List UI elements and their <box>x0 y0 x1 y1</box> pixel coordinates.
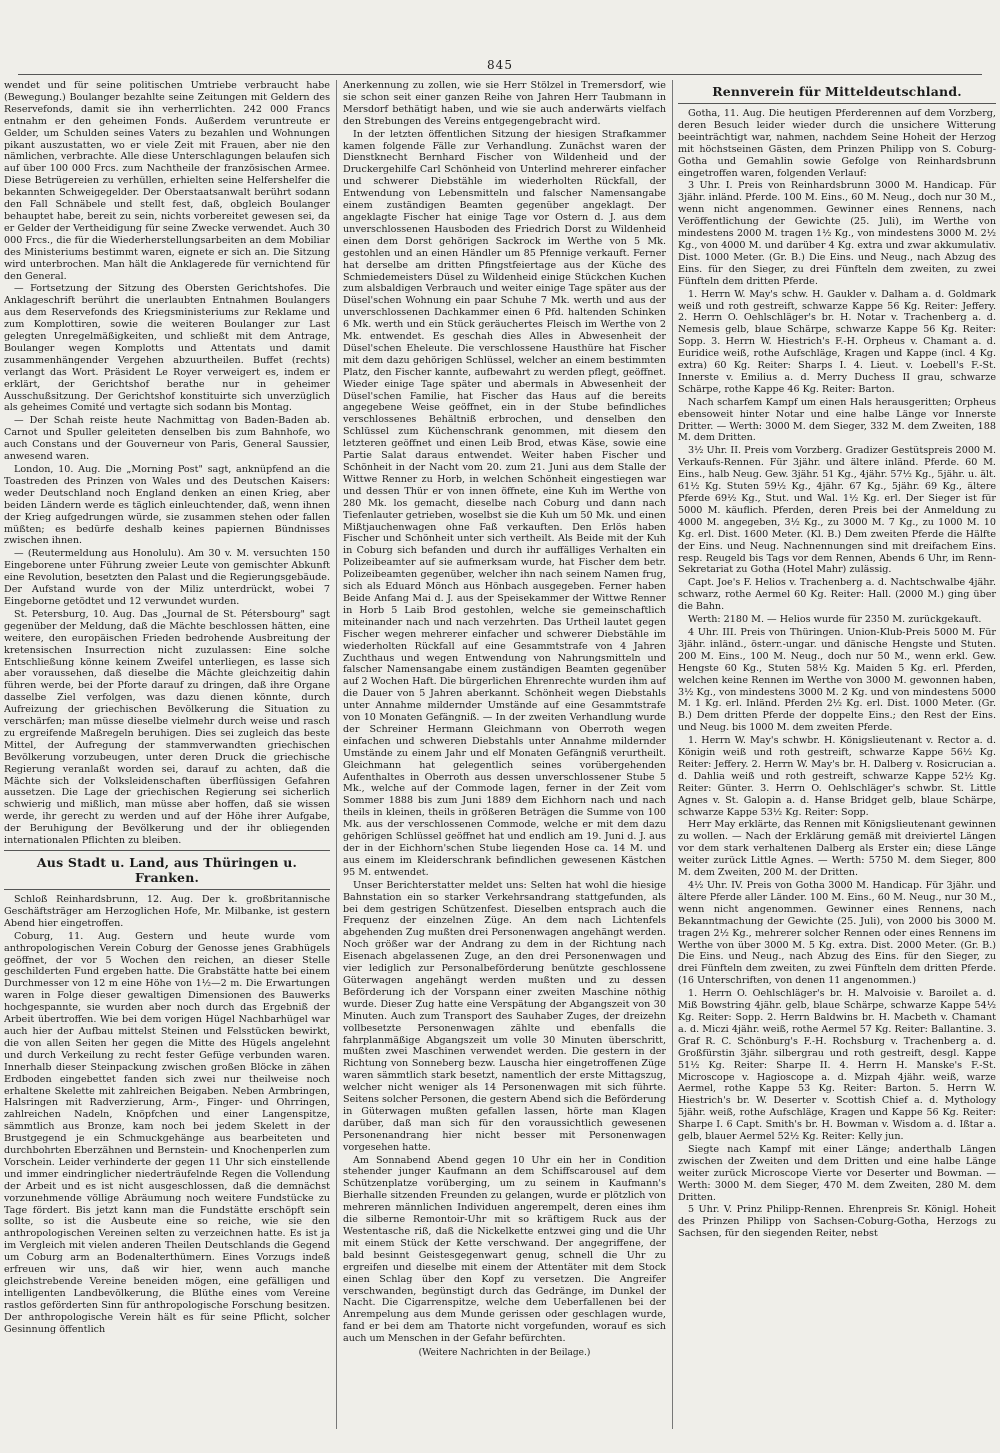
header-rule <box>18 74 982 75</box>
article-paragraph: Anerkennung zu zollen, wie sie Herr Stölzel in Tremersdorf, wie sie schon seit einer ganzen Reihe von Jahren Herr Taubmann in Mersdorf bethätigt haben, und wie sie auch anderwärts vielfach den Strebungen des Vereins entgegengebracht wird. <box>343 80 666 127</box>
race-description: 4½ Uhr. IV. Preis von Gotha 3000 M. Handicap. Für 3jähr. und ältere Pferde aller Länder. 100 M. Eins., 60 M. Neug., nur 30 M., wenn nicht angenommen. Gewinner eines Rennens, nach Bekanntmachung der Gewichte (25. Juli), von 2000 bis 3000 M. tragen 2½ Kg., mehrerer solcher Rennen oder eines Rennens im Werthe von über 3000 M. 5 Kg. extra. Dist. 2000 Meter. (Gr. B.) Die Eins. und Neug., nach Abzug des Eins. für den Sieger, zu drei Fünfteln dem zweiten, zu zwei Fünfteln dem dritten Pferde. (16 Unterschriften, von denen 11 angenommen.) <box>678 880 996 987</box>
article-paragraph: In der letzten öffentlichen Sitzung der hiesigen Strafkammer kamen folgende Fälle zur Verhandlung. Zunächst waren der Dienstknecht Bernhard Fischer von Wildenheid und der Druckergehilfe Carl Schönheid von Unterlind mehrerer einfacher und schwerer Diebstähle im wiederholten Rückfall, der Entwendung von Lebensmitteln und falscher Namensangabe einem zuständigen Beamten gegenüber angeklagt. Der angeklagte Fischer hat einige Tage vor Ostern d. J. aus dem unverschlossenen Hausboden des Friedrich Dorst zu Wildenheid einen dem Dorst gehörigen Sackrock im Werthe von 5 Mk. gestohlen und an einen Händler um 85 Pfennige verkauft. Ferner hat derselbe am dritten Pfingstfeiertage aus der Küche des Schmiedemeisters Düsel zu Wildenheid einige Stückchen Kuchen zum alsbaldigen Verbrauch und weiter einige Tage später aus der Düsel'schen Wohnung ein paar Schuhe 7 Mk. werth und aus der unverschlossenen Dachkammer einen 6 Pfd. haltenden Schinken 6 Mk. werth und ein Stück geräuchertes Fleisch im Werthe von 2 Mk. entwendet. Es geschah dies Alles in Abwesenheit der Düsel'schen Eheleute. Die verschlossene Hausthüre hat Fischer mit dem dazu gehörigen Schlüssel, welcher an einem bestimmten Platz, den Fischer kannte, aufbewahrt zu werden pflegt, geöffnet. Wieder einige Tage später und abermals in Abwesenheit der Düsel'schen Familie, hat Fischer das Haus auf die bereits angegebene Weise geöffnet, ein in der Stube befindliches verschlossenes Behältniß erbrochen, und denselben den Schlüssel zum Küchenschrank genommen, mit diesem den letzteren geöffnet und einen Leib Brod, etwas Käse, sowie eine Partie Salat daraus entwendet. Weiter haben Fischer und Schönheit in der Nacht vom 20. zum 21. Juni aus dem Stalle der Wittwe Renner zu Horb, in welchen Schönheit eingestiegen war und dessen Thür er von innen öffnete, eine Kuh im Werthe von 280 Mk. los gemacht, dieselbe nach Coburg und dann nach Tiefenlauter getrieben, woselbst sie die Kuh um 50 Mk. und einen Mißtjauchenwagen ohne Faß verkauften. Den Erlös haben Fischer und Schönheit unter sich vertheilt. Als Beide mit der Kuh in Coburg sich befanden und durch ihr auffälliges Verhalten ein Polizeibeamter auf sie aufmerksam wurde, hat Fischer dem betr. Polizeibeamten gegenüber, welcher ihn nach seinem Namen frug, sich als Eduard Mönch aus Hönbach ausgegeben. Ferner haben Beide Anfang Mai d. J. aus der Speisekammer der Wittwe Renner in Horb 5 Laib Brod gestohlen, welche sie gemeinschaftlich miteinander nach und nach verzehrten. Das Urtheil lautet gegen Fischer wegen mehrerer einfacher und schwerer Diebstähle im wiederholten Rückfall auf eine Gesammtstrafe von 4 Jahren Zuchthaus und wegen Entwendung von Nahrungsmitteln und falscher Namensangabe einem zuständigen Beamten gegenüber auf 2 Wochen Haft. Die bürgerlichen Ehrenrechte wurden ihm auf die Dauer von 5 Jahren aberkannt. Schönheit wegen Diebstahls unter Annahme mildernder Umstände auf eine Gesammtstrafe von 10 Monaten Gefängniß. — In der zweiten Verhandlung wurde der Schreiner Hermann Gleichmann von Oberroth wegen einfachen und schweren Diebstahls unter Annahme mildernder Umstände zu einem Jahr und elf Monaten Gefängniß verurtheilt. Gleichmann hat gelegentlich seines vorübergehenden Aufenthaltes in Oberroth aus dessen unverschlossener Stube 5 Mk., welche auf der Commode lagen, ferner in der Zeit vom Sommer 1888 bis zum Juni 1889 dem Eichhorn nach und nach theils in kleinen, theils in größeren Beträgen die Summe von 100 Mk. aus der verschlossenen Commode, welche er mit dem dazu gehörigen Schlüssel geöffnet hat und endlich am 19. Juni d. J. aus der in der Eichhorn'schen Stube liegenden Hose ca. 14 M. und aus einem im Kleiderschrank befindlichen gewesenen Kästchen 95 M. entwendet. <box>343 128 666 878</box>
column-right <box>678 80 996 1433</box>
article-paragraph: London, 10. Aug. Die „Morning Post" sagt, anknüpfend an die Toastreden des Prinzen von Wales und des Deutschen Kaisers: weder Deutschland noch England denken an einen Krieg, aber beiden Ländern werde es täglich einleuchtender, daß, wenn ihnen der Krieg aufgedrungen würde, sie zusammen stehen oder fallen müßten; es bedürfe deshalb keines papiernen Bündnisses zwischen ihnen. <box>4 464 330 547</box>
section-rule <box>4 850 330 851</box>
column-left <box>4 80 330 1433</box>
article-paragraph: Gotha, 11. Aug. Die heutigen Pferderennen auf dem Vorzberg, deren Besuch leider wieder durch die unsichere Witterung beeinträchtigt war, nahmen, nachdem Seine Hoheit der Herzog mit höchstseinen Gästen, dem Prinzen Philipp von S. Coburg-Gotha und Gemahlin sowie Gefolge von Reinhardsbrunn eingetroffen waren, folgenden Verlauf: <box>678 108 996 179</box>
column-middle <box>343 80 666 1433</box>
race-result: 1. Herrn W. May's schwbr. H. Königslieutenant v. Rector a. d. Königin weiß und roth gestreift, schwarze Kappe 56½ Kg. Reiter: Jeffery. 2. Herrn W. May's br. H. Dalberg v. Rosicrucian a. d. Dahlia weiß und roth gestreift, schwarze Kappe 52½ Kg. Reiter: Günter. 3. Herrn O. Oehlschläger's schwbr. St. Little Agnes v. St. Galopin a. d. Hanse Bridget gelb, blaue Schärpe, schwarze Kappe 53½ Kg. Reiter: Sopp. <box>678 735 996 818</box>
section-rule <box>4 889 330 890</box>
race-description: 3 Uhr. I. Preis von Reinhardsbrunn 3000 M. Handicap. Für 3jähr. inländ. Pferde. 100 M. Eins., 60 M. Neug., doch nur 30 M., wenn nicht angenommen. Gewinner eines Rennens, nach Veröffentlichung der Gewichte (25. Juli), im Werthe von mindestens 2000 M. tragen 1½ Kg., von mindestens 3000 M. 2½ Kg., von 4000 M. und darüber 4 Kg. extra und zwar akkumulativ. Dist. 1000 Meter. (Gr. B.) Die Eins. und Neug., nach Abzug des Eins. für den Sieger, zu drei Fünfteln dem zweiten, zu zwei Fünfteln dem dritten Pferde. <box>678 180 996 287</box>
race-result: Capt. Joe's F. Helios v. Trachenberg a. d. Nachtschwalbe 4jähr. schwarz, rothe Aermel 60 Kg. Reiter: Hall. (2000 M.) ging über die Bahn. <box>678 577 996 613</box>
article-paragraph: — (Reutermeldung aus Honolulu). Am 30 v. M. versuchten 150 Eingeborene unter Führung zweier Leute von gemischter Abkunft eine Revolution, besetzten den Palast und die Regierungsgebäude. Der Aufstand wurde von der Miliz unterdrückt, wobei 7 Eingeborne getödtet und 12 verwundet wurden. <box>4 548 330 607</box>
article-paragraph: Am Sonnabend Abend gegen 10 Uhr ein her in Condition stehender junger Kaufmann an dem Schiffscarousel auf dem Schützenplatze vorüberging, um zu seinem in Kaufmann's Bierhalle sitzenden Freunden zu gelangen, wurde er plötzlich von mehreren männlichen Individuen angerempelt, deren eines ihm die silberne Remontoir-Uhr mit so kräftigem Ruck aus der Westentasche riß, daß die Nickelkette entzwei ging und die Uhr mit einem Stück der Kette verschwand. Der angegriffene, der bald besinnt Geistesgegenwart genug, schnell die Uhr zu ergreifen und dieselbe mit einem der Attentäter mit dem Stock einen Schlag über den Kopf zu versetzen. Die Angreifer verschwanden, begünstigt durch das Gedränge, im Dunkel der Nacht. Die Cigarrenspitze, welche dem Ueberfallenen bei der Anrempelung aus dem Munde gerissen oder geschlagen wurde, fand er bei dem am Thatorte nicht vorgefunden, worauf es sich auch um Menschen in der Gefahr befürchten. <box>343 1154 666 1345</box>
article-paragraph: — Der Schah reiste heute Nachmittag von Baden-Baden ab. Carnot und Spuller geleiteten denselben bis zum Bahnhofe, wo auch Constans und der Gouverneur von Paris, General Saussier, anwesend waren. <box>4 415 330 463</box>
column-divider <box>336 80 337 1429</box>
race-description: 4 Uhr. III. Preis von Thüringen. Union-Klub-Preis 5000 M. Für 3jähr. inländ., österr.-ungar. und dänische Hengste und Stuten. 200 M. Eins., 100 M. Neug., doch nur 50 M., wenn erkl. Gew. Hengste 60 Kg., Stuten 58½ Kg. Maiden 5 Kg. erl. Pferden, welchen keine Rennen im Werthe von 3000 M. gewonnen haben, 3½ Kg., von mindestens 3000 M. 2 Kg. und von mindestens 5000 M. 1 Kg. erl. Inländ. Pferden 2½ Kg. erl. Dist. 1000 Meter. (Gr. B.) Dem dritten Pferde der doppelte Eins.; den Rest der Eins. und Neug. bis 1000 M. dem zweiten Pferde. <box>678 626 996 734</box>
article-paragraph: — Fortsetzung der Sitzung des Obersten Gerichtshofes. Die Anklageschrift berührt die unerlaubten Entnahmen Boulangers aus dem Reservefonds des Kriegsministeriums zur Reklame und zum Komplottiren, sowie die weiteren Boulanger zur Last gelegten Unregelmäßigkeiten, und schließt mit dem Antrage, Boulanger wegen Komplotts und Attentats und damit zusammenhängender Vergehen abzuurtheilen. Buffet (rechts) verlangt das Wort. Präsident Le Royer verweigert es, indem er erklärt, der Gerichtshof berathe nur in geheimer Ausschußsitzung. Der Gerichtshof konstituirte sich unverzüglich als geheimes Comité und vertagte sich sodann bis Montag. <box>4 283 330 414</box>
page-number: 845 <box>487 58 513 72</box>
article-paragraph: Schloß Reinhardsbrunn, 12. Aug. Der k. großbritannische Geschäftsträger am Herzoglichen Hofe, Mr. Milbanke, ist gestern Abend hier eingetroffen. <box>4 894 330 929</box>
race-result: 1. Herrn O. Oehlschläger's br. H. Malvoisie v. Baroilet a. d. Miß Bowstring 4jähr. gelb, blaue Schärpe, schwarze Kappe 54½ Kg. Reiter: Sopp. 2. Herrn Baldwins br. H. Macbeth v. Chamant a. d. Miczi 4jähr. weiß, rothe Aermel 57 Kg. Reiter: Ballantine. 3. Graf R. C. Schönburg's F.-H. Rochsburg v. Trachenberg a. d. Großfürstin 3jähr. silbergrau und roth gestreift, desgl. Kappe 51½ Kg. Reiter: Sharpe II. 4. Herrn H. Manske's F.-St. Microscope v. Hagioscope a. d. Mizpah 4jähr. weiß, warze Aermel, rothe Kappe 53 Kg. Reiter: Barton. 5. Herrn W. Hiestrich's br. W. Deserter v. Scottish Chief a. d. Mythology 5jähr. weiß, rothe Aufschläge, Kragen und Kappe 56 Kg. Reiter: Sharpe I. 6 Capt. Smith's br. H. Bowman v. Wisdom a. d. Ißtar a. gelb, blauer Aermel 52½ Kg. Reiter: Kelly jun. <box>678 988 996 1143</box>
race-summary: Nach scharfem Kampf um einen Hals herausgeritten; Orpheus ebensoweit hinter Notar und eine halbe Länge vor Innerste Dritter. — Werth: 3000 M. dem Sieger, 332 M. dem Zweiten, 188 M. dem Dritten. <box>678 396 996 444</box>
article-paragraph: Unser Berichterstatter meldet uns: Selten hat wohl die hiesige Bahnstation ein so starker Verkehrsandrang stattgefunden, als bei dem gestrigen Schützenfest. Dieselben entsprach auch die Frequenz der einzelnen Züge. An dem nach Lichtenfels abgehenden Zug mußten drei Personenwagen angehängt werden. Noch größer war der Andrang zu dem in der Richtung nach Eisenach abgelassenen Zuge, an den drei Personenwagen und vier lediglich zur Personalbeförderung benützte geschlossene Güterwagen angehängt werden mußten und zu dessen Beförderung ich der Vorspann einer zweiten Maschine nöthig wurde. Dieser Zug hatte eine Verspätung der Abgangszeit von 30 Minuten. Auch zum Transport des Sauhaber Zuges, der dreizehn vollbesetzte Personenwagen zählte und ebenfalls die fahrplanmäßige Abgangszeit um volle 30 Minuten überschritt, mußten zwei Maschinen verwendet werden. Die gestern in der Richtung von Sonneberg bezw. Lauscha hier eingetroffenen Züge waren sämmtlich stark besetzt, namentlich der erste Mittagszug, welcher nicht weniger als 14 Personenwagen mit sich führte. Seitens solcher Personen, die gestern Abend sich die Beförderung in Güterwagen mußten gefallen lassen, hörte man Klagen darüber, daß man sich für den voraussichtlich gewesenen Personenandrang hier nicht besser mit Personenwagen vorgesehen hatte. <box>343 879 666 1153</box>
section-rule <box>678 103 996 104</box>
race-description: 5 Uhr. V. Prinz Philipp-Rennen. Ehrenpreis Sr. Königl. Hoheit des Prinzen Philipp von Sachsen-Coburg-Gotha, Herzogs zu Sachsen, für den siegenden Reiter, nebst <box>678 1204 996 1240</box>
column-divider <box>672 80 673 1429</box>
race-description: 3½ Uhr. II. Preis vom Vorzberg. Gradizer Gestütspreis 2000 M. Verkaufs-Rennen. Für 3jähr. und ältere inländ. Pferde. 60 M. Eins., halb Neug. Gew. 3jähr. 51 Kg., 4jähr. 57½ Kg., 5jähr. u. ält. 61½ Kg. Stuten 59½ Kg., 4jähr. 67 Kg., 5jähr. 69 Kg., ältere Pferde 69½ Kg., Stut. und Wal. 1½ Kg. erl. Der Sieger ist für 5000 M. käuflich. Pferden, deren Preis bei der Anmeldung zu 4000 M. angegeben, 3½ Kg., zu 3000 M. 7 Kg., zu 1000 M. 10 Kg. erl. Dist. 1600 Meter. (Kl. B.) Dem zweiten Pferde die Hälfte der Eins. und Neug. Nachnennungen sind mit dreifachem Eins. resp. Reugeld bis Tags vor dem Rennen, Abends 6 Uhr, im Renn-Sekretariat zu Gotha (Hotel Mahr) zulässig. <box>678 445 996 576</box>
article-paragraph: wendet und für seine politischen Umtriebe verbraucht habe (Bewegung.) Boulanger bezahlte seine Zeitungen mit Geldern des Reservefonds, damit sie ihn verherrlichten. 242 000 Francs entnahm er den geheimen Fonds. Außerdem veruntreute er Gelder, um Schulden seines Vaters zu bezahlen und Wohnungen pikant auszustatten, wo er viele Zeit mit Frauen, aber nie den nämlichen, verbrachte. Alle diese Unterschlagungen belaufen sich auf über 100 000 Frcs. zum Nachtheile der französischen Armee. Diese Betrügereien zu verhüllen, erhielten seine Helfershelfer die bekannten Schweigegelder. Der Oberstaatsanwalt berührt sodann den Fall Schnäbele und stellt fest, daß, obgleich Boulanger behauptet habe, bereit zu sein, nichts vorbereitet gewesen sei, da er Gelder der Vertheidigung für seine Zwecke verwendet. Auch 30 000 Frcs., die für die Wiederherstellungsarbeiten an dem Mobiliar des Ministeriums bestimmt waren, eignete er sich an. Die Sitzung wird unterbrochen. Man hält die Anklagerede für vernichtend für den General. <box>4 80 330 282</box>
race-summary: Herr May erklärte, das Rennen mit Königslieutenant gewinnen zu wollen. — Nach der Erklärung gemäß mit dreiviertel Längen vor dem stark verhaltenen Dalberg als Erster ein; diese Länge weiter zurück Little Agnes. — Werth: 5750 M. dem Sieger, 800 M. dem Zweiten, 200 M. der Dritten. <box>678 819 996 879</box>
continuation-note: (Weitere Nachrichten in der Beilage.) <box>418 1348 591 1359</box>
race-summary: Siegte nach Kampf mit einer Länge; anderthalb Längen zwischen der Zweiten und dem Dritten und eine halbe Länge weiter zurück Microscope Vierte vor Deserter und Bowman. — Werth: 3000 M. dem Sieger, 470 M. dem Zweiten, 280 M. dem Dritten. <box>678 1143 996 1203</box>
section-title-racing: Rennverein für Mitteldeutschland. <box>712 84 962 99</box>
article-paragraph: Coburg, 11. Aug. Gestern und heute wurde vom anthropologischen Verein Coburg der Genosse jenes Grabhügels geöffnet, der vor 5 Wochen den reichen, an dieser Stelle geschilderten Fund ergeben hatte. Die Grabstätte hatte bei einem Durchmesser von 12 m eine Höhe von 1½—2 m. Die Erwartungen waren in Folge dieser gewaltigen Dimensionen des Bauwerks hochgespannte, sie wurden aber noch durch das Ergebniß der Arbeit übertroffen. Wie bei dem vorigen Hügel Nachbarhügel war auch hier der Aufbau mittelst Steinen und Felsstücken bewirkt, die von allen Seiten her gegen die Mitte des Hügels angelehnt und durch Verkeilung zu recht fester Gefüge verbunden waren. Innerhalb dieser Steinpackung zwischen großen Blöcke in zähen Erdboden eingebettet fanden sich zwei nur theilweise noch erhaltene Skelette mit zahlreichen Beigaben. Neben Armbringen, Halsringen mit Radverzierung, Arm-, Finger- und Ohrringen, zahlreichen Nadeln, Knöpfchen und einer Langenspitze, sämmtlich aus Bronze, kam noch bei jedem Skelett in der Brustgegend je ein Schmuckgehänge aus bearbeiteten und durchbohrten Eberzähnen und Bernstein- und Knochenperlen zum Vorschein. Leider verhinderte der gegen 11 Uhr sich einstellende und immer eindringlicher niederträufelnde Regen die Vollendung der Arbeit und es ist nicht ausgeschlossen, daß die demnächst vorzunehmende völlige Abräumung noch weitere Fundstücke zu Tage fördert. Bis jetzt kann man die Fundstätte erschöpft sein sollte, so ist die Ausbeute eine so reiche, wie sie den anthropologischen Vereinen selten zu verzeichnen hatte. Es ist ja im Vergleich mit vielen anderen Theilen Deutschlands die Gegend um Coburg arm an Bodenalterthümern. Eines Vorzugs indeß erfreuen wir uns, daß wir hier, wenn auch manche gleichstrebende Vereine beneiden mögen, eine gefälligen und intelligenten Landbevölkerung, die Blüthe eines vom Vereine rastlos geförderten Sinn für anthropologische Forschung besitzen. Der anthropologische Verein hält es für seine Pflicht, solcher Gesinnung öffentlich <box>4 930 330 1335</box>
race-summary: Werth: 2180 M. — Helios wurde für 2350 M. zurückgekauft. <box>688 614 982 626</box>
article-paragraph: St. Petersburg, 10. Aug. Das „Journal de St. Pétersbourg" sagt gegenüber der Meldung, daß die Mächte beschlossen hätten, eine weitere, den europäischen Frieden bedrohende Ausbreitung der kretensischen Insurrection nicht zuzulassen: Eine solche Entschließung könne keinem Zweifel unterliegen, es lasse sich aber voraussehen, daß dieselbe die Mächte gleichzeitig dahin führen werde, bei der Pforte darauf zu dringen, daß ihre Organe dasselbe Ziel verfolgen, was dazu dienen könnte, durch Aufreizung der griechischen Bevölkerung die Situation zu verschärfen; man müsse dieselbe vielmehr durch weise und rasch zu ergreifende Maßregeln beruhigen. Dies sei zugleich das beste Mittel, der Aufregung der stammverwandten griechischen Bevölkerung vorzubeugen, unter deren Druck die griechische Regierung veranlaßt worden sei, darauf zu achten, daß die Mächte sich der Volksleidenschaften überflüssigen Gefahren aussetzen. Die Lage der griechischen Regierung sei sicherlich schwierig und mißlich, man müsse aber hoffen, daß sie wissen werde, ihr gerecht zu werden und auf der Höhe ihrer Aufgabe, der Beruhigung der Bevölkerung und der ihr obliegenden internationalen Pflichten zu bleiben. <box>4 608 330 847</box>
race-result: 1. Herrn W. May's schw. H. Gaukler v. Dalham a. d. Goldmark weiß und roth gestreift, schwarze Kappe 56 Kg. Reiter: Jeffery. 2. Herrn O. Oehlschläger's br. H. Notar v. Trachenberg a. d. Nemesis gelb, blaue Schärpe, schwarze Kappe 56 Kg. Reiter: Sopp. 3. Herrn W. Hiestrich's F.-H. Orpheus v. Chamant a. d. Euridice weiß, rothe Aufschläge, Kragen und Kappe (incl. 4 Kg. extra) 60 Kg. Reiter: Sharps I. 4. Lieut. v. Loebell's F.-St. Innerste v. Emilius a. d. Merry Duchess II grau, schwarze Schärpe, rothe Kappe 46 Kg. Reiter: Barton. <box>678 288 996 395</box>
section-title-regional: Aus Stadt u. Land, aus Thüringen u. Franken. <box>36 855 298 885</box>
